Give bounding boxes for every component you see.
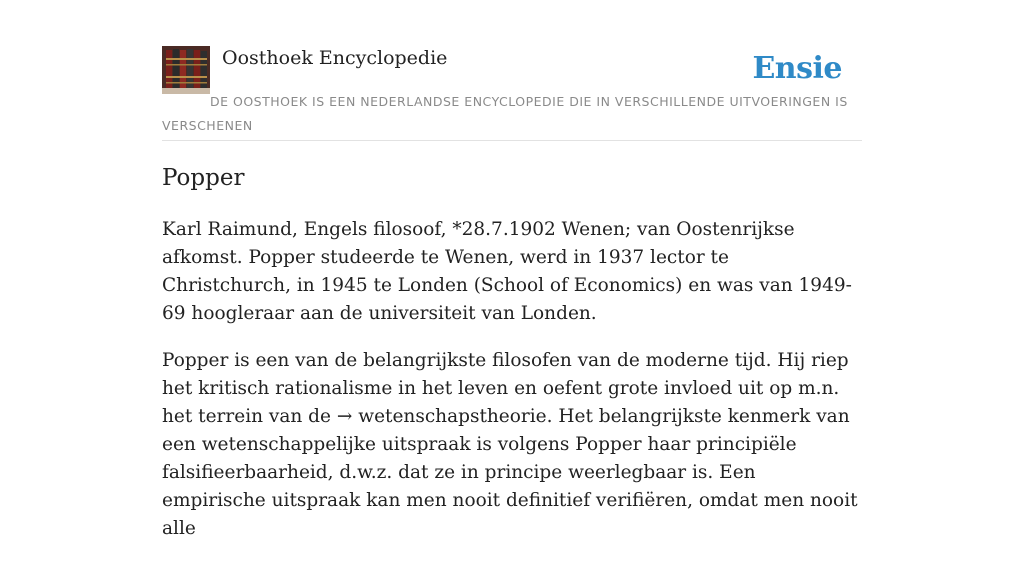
article-body	[162, 216, 862, 562]
paragraph-text: Popper is een van de belangrijkste filosofen van de moderne tijd. Hij riep het kritisch rationalisme in het leven en oefent grote invloed uit op m.n. het terrein van de	[162, 350, 849, 427]
site-header	[162, 46, 862, 141]
encyclopedia-books-icon[interactable]	[162, 46, 210, 94]
site-name[interactable]: Oosthoek Encyclopedie	[222, 47, 448, 69]
paragraph-text: . Het belangrijkste kenmerk van een wetenschappelijke uitspraak is volgens Popper haar principiële falsifieerbaarheid, d.w.z. dat ze in principe weerlegbaar is. Een empirische uitspraak kan men nooit definitief verifiëren, omdat men nooit alle	[162, 406, 858, 539]
article-paragraph	[162, 347, 862, 543]
page-title: Popper	[162, 165, 245, 191]
site-tagline: DE OOSTHOEK IS EEN NEDERLANDSE ENCYCLOPEDIE DIE IN VERSCHILLENDE UITVOERINGEN IS VERSCHENEN	[162, 94, 848, 133]
wetenschapstheorie-link[interactable]: → wetenschapstheorie	[336, 406, 547, 427]
article-paragraph: Karl Raimund, Engels filosoof, *28.7.1902 Wenen; van Oostenrijkse afkomst. Popper studeerde te Wenen, werd in 1937 lector te Christchurch, in 1945 te Londen (School of Economics) en was van 1949-69 hoogleraar aan de universiteit van Londen.	[162, 219, 852, 324]
brand-logo[interactable]: Ensie	[752, 51, 842, 86]
